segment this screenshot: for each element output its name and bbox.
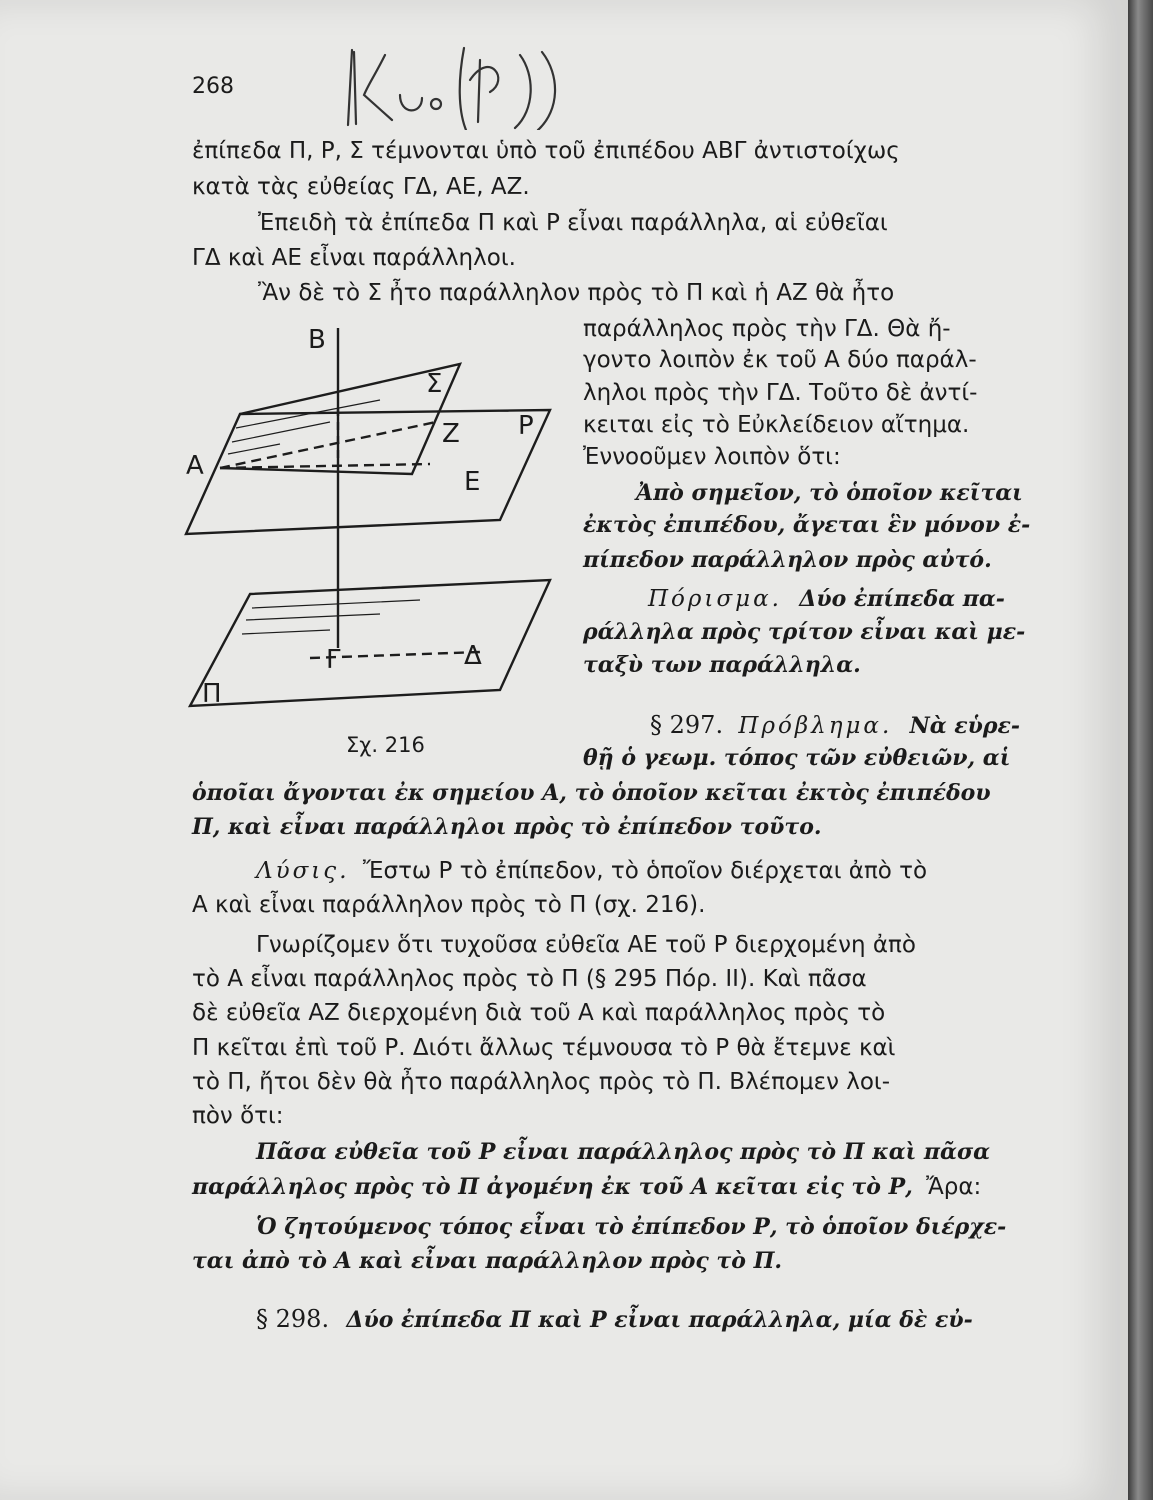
conclusion-line: Πᾶσα εὐθεῖα τοῦ Ρ εἶναι παράλληλος πρὸς τὸ Π καὶ πᾶσα (256, 1139, 991, 1165)
conclusion-text: παράλληλος πρὸς τὸ Π ἀγομένη ἐκ τοῦ Α κεῖται εἰς τὸ Ρ, (192, 1174, 913, 1200)
text-line: Ἂν δὲ τὸ Σ ἦτο παράλληλον πρὸς τὸ Π καὶ ἡ ΑΖ θὰ ἦτο (258, 280, 895, 306)
text-line: Ἐπειδὴ τὰ ἐπίπεδα Π καὶ Ρ εἶναι παράλληλα, αἱ εὐθεῖαι (258, 210, 888, 236)
label-a: Α (186, 451, 204, 481)
plane-sigma-hatch (228, 400, 380, 454)
text-line: ΓΔ καὶ ΑΕ εἶναι παράλληλοι. (192, 245, 516, 271)
problem-line: ὁποῖαι ἄγονται ἐκ σημείου Α, τὸ ὁποῖον κεῖται ἐκτὸς ἐπιπέδου (192, 780, 991, 806)
text-line: τὸ Α εἶναι παράλληλος πρὸς τὸ Π (§ 295 Πόρ. ΙΙ). Καὶ πᾶσα (192, 966, 867, 992)
plane-diagram (180, 318, 560, 718)
solution-label: Λύσις. (256, 858, 350, 884)
problem-line: Π, καὶ εἶναι παράλληλοι πρὸς τὸ ἐπίπεδον τοῦτο. (192, 814, 822, 840)
corollary-label: Πόρισμα. (648, 586, 782, 612)
line-a-z (220, 422, 436, 468)
figure-216 (180, 318, 560, 722)
text-line: ληλοι πρὸς τὴν ΓΔ. Τοῦτο δὲ ἀντί- (583, 380, 978, 406)
text-line: γοντο λοιπὸν ἐκ τοῦ Α δύο παράλ- (583, 347, 977, 373)
text-line: παράλληλος πρὸς τὴν ΓΔ. Θὰ ἤ- (583, 316, 951, 342)
problem-text: Νὰ εὑρε- (909, 713, 1021, 739)
handwritten-note-text: Κ.ο.Π) (330, 40, 334, 41)
text-line: Ἐννοοῦμεν λοιπὸν ὅτι: (583, 444, 841, 470)
handwritten-note-drawing (330, 40, 620, 130)
text-line: κατὰ τὰς εὐθείας ΓΔ, ΑΕ, ΑΖ. (192, 174, 530, 200)
page-number: 268 (192, 74, 234, 99)
section-number: § 297. (650, 711, 724, 739)
solution-text: Ἔστω Ρ τὸ ἐπίπεδον, τὸ ὁποῖον διέρχεται ἀπὸ τὸ (362, 858, 928, 884)
theorem-line: Ἀπὸ σημεῖον, τὸ ὁποῖον κεῖται (636, 480, 1023, 506)
section-number: § 298. (256, 1305, 330, 1333)
text-line: πὸν ὅτι: (192, 1103, 284, 1129)
corollary-line: ταξὺ των παράλληλα. (583, 652, 861, 678)
theorem-line: πίπεδον παράλληλον πρὸς αὐτό. (583, 547, 992, 573)
figure-caption: Σχ. 216 (346, 733, 425, 757)
corollary-text: Δύο ἐπίπεδα πα- (799, 586, 1005, 612)
label-gamma: Γ (326, 645, 341, 675)
label-b: Β (308, 325, 326, 355)
label-delta: Δ (464, 641, 482, 671)
section-text: Δύο ἐπίπεδα Π καὶ Ρ εἶναι παράλληλα, μία δὲ εὐ- (346, 1307, 973, 1333)
text-line: κειται εἰς τὸ Εὐκλείδειον αἴτημα. (583, 412, 970, 438)
theorem-line: ἐκτὸς ἐπιπέδου, ἄγεται ἓν μόνον ἐ- (583, 512, 1031, 538)
result-line: Ὁ ζητούμενος τόπος εἶναι τὸ ἐπίπεδον Ρ, τὸ ὁποῖον διέρχε- (256, 1214, 1007, 1240)
text-line: Γνωρίζομεν ὅτι τυχοῦσα εὐθεῖα ΑΕ τοῦ Ρ διερχομένη ἀπὸ (256, 932, 916, 958)
text-line: δὲ εὐθεῖα ΑΖ διερχομένη διὰ τοῦ Α καὶ παράλληλος πρὸς τὸ (192, 1000, 886, 1026)
section-297-heading (650, 710, 1020, 741)
label-z: Ζ (442, 419, 460, 449)
corollary-line (648, 584, 1005, 614)
solution-line (256, 856, 927, 886)
plane-sigma (220, 364, 460, 474)
result-line: ται ἀπὸ τὸ Α καὶ εἶναι παράλληλον πρὸς τὸ Π. (192, 1248, 783, 1274)
line-a-e (220, 464, 430, 468)
text-line: τὸ Π, ἤτοι δὲν θὰ ἦτο παράλληλος πρὸς τὸ Π. Βλέπομεν λοι- (192, 1069, 891, 1095)
text-line: Π κεῖται ἐπὶ τοῦ Ρ. Διότι ἄλλως τέμνουσα τὸ Ρ θὰ ἔτεμνε καὶ (192, 1035, 896, 1061)
page-edge (1128, 0, 1153, 1500)
corollary-line: ράλληλα πρὸς τρίτον εἶναι καὶ με- (583, 619, 1026, 645)
conclusion-line (192, 1172, 981, 1202)
handwritten-note (330, 40, 620, 134)
section-298-heading (256, 1304, 973, 1335)
label-p: Ρ (518, 411, 534, 441)
plane-pi-hatch (242, 600, 420, 634)
text-line: Α καὶ εἶναι παράλληλον πρὸς τὸ Π (σχ. 216). (192, 892, 706, 918)
plane-pi (190, 580, 550, 706)
problem-label: Πρόβλημα. (738, 713, 893, 739)
text-line: ἐπίπεδα Π, Ρ, Σ τέμνονται ὑπὸ τοῦ ἐπιπέδου ΑΒΓ ἀντιστοίχως (192, 138, 900, 164)
label-sigma: Σ (426, 369, 443, 399)
problem-line: θῇ ὁ γεωμ. τόπος τῶν εὐθειῶν, αἱ (583, 745, 1011, 771)
label-pi: Π (202, 679, 222, 709)
label-e: Ε (464, 467, 481, 497)
therefore-word: Ἄρα: (926, 1174, 982, 1200)
